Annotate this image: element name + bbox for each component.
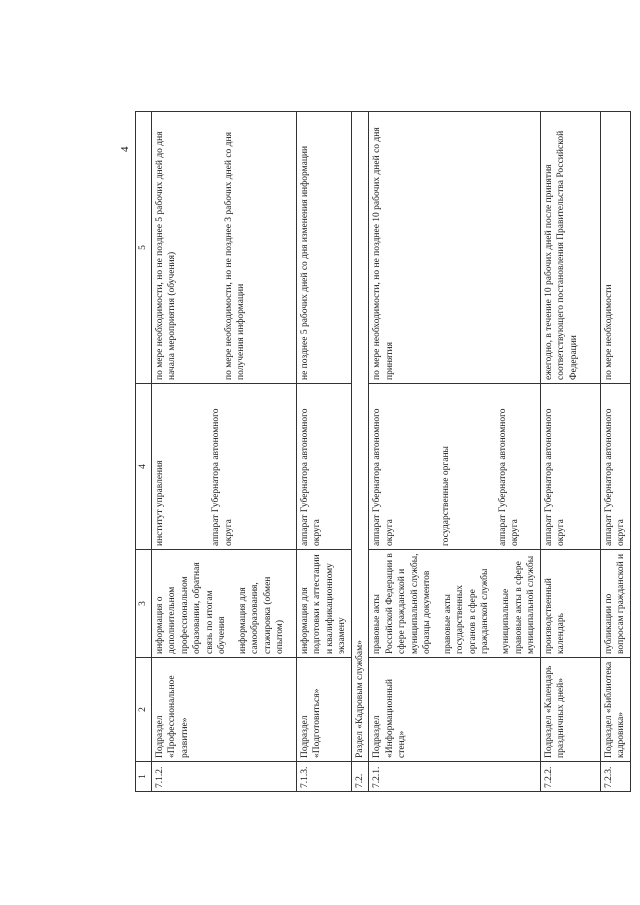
row-term: не позднее 5 рабочих дней со дня изменения информации [296, 112, 351, 384]
row-title: Подраздел «Профессиональное развитие» [151, 658, 296, 762]
info-item: информация о дополнительном профессиональном образовании, обратная связь по итогам обучения [154, 562, 228, 654]
row-responsible [151, 384, 296, 550]
table-row [600, 112, 630, 792]
column-header: 2 [136, 658, 152, 762]
table-row [540, 112, 600, 792]
responsible-item: аппарат Губернатора автономного округа [603, 408, 627, 546]
plan-table [135, 111, 631, 792]
term-item: по мере необходимости, но не позднее 5 рабочих дней до дня начала мероприятия (обучения) [154, 131, 178, 380]
responsible-item: аппарат Губернатора автономного округа [372, 408, 395, 546]
table-header-row [136, 112, 152, 792]
row-info [600, 550, 630, 658]
column-header: 4 [136, 384, 152, 550]
info-item: публикации по вопросам гражданской и [603, 553, 627, 654]
responsible-item: аппарат Губернатора автономного округа [497, 408, 521, 546]
info-item: муниципальные правовые акты в сфере муниципальной службы [500, 555, 537, 654]
row-term: ежегодно, в течение 10 рабочих дней после принятия соответствующего постановления Правительства Российской Федерации [540, 112, 600, 384]
row-responsible: аппарат Губернатора автономного округа [296, 384, 351, 550]
table-row [296, 112, 351, 792]
section-row [351, 112, 369, 792]
row-number: 7.2.2. [540, 762, 600, 792]
table-row [151, 112, 296, 792]
column-header: 5 [136, 112, 152, 384]
row-responsible [600, 384, 630, 550]
row-info [151, 550, 296, 658]
rotated-sheet [115, 112, 627, 792]
column-header: 3 [136, 550, 152, 658]
row-number: 7.1.2. [151, 762, 296, 792]
row-title: Подраздел «Подготовиться» [296, 658, 351, 762]
term-item: по мере необходимости, но не позднее 3 рабочих дней со дня получения информации [223, 132, 247, 380]
row-number: 7.2.1. [369, 762, 540, 792]
row-title: Подраздел «Календарь праздничных дней» [540, 658, 600, 762]
responsible-item: аппарат Губернатора автономного округа [211, 408, 234, 546]
row-responsible [369, 384, 540, 550]
row-term [151, 112, 296, 384]
responsible-item: государственные органы [441, 446, 452, 546]
row-title: Подраздел «Библиотека кадровика» [600, 658, 630, 762]
row-term: по мере необходимости, но не позднее 10 рабочих дней со дня принятия [369, 112, 540, 384]
info-item: правовые акты государственных органов в сфере гражданской службы [442, 568, 491, 654]
row-title: Подраздел «Информационный стенд» [369, 658, 540, 762]
row-info [369, 550, 540, 658]
table-row [369, 112, 540, 792]
section-title: Раздел «Кадровым службам» [351, 112, 369, 762]
row-info: информация для подготовки к аттестации и квалификационному экзамену [296, 550, 351, 658]
row-number: 7.1.3. [296, 762, 351, 792]
section-number: 7.2. [351, 762, 369, 792]
info-item: правовые акты Российской Федерации в сфере гражданской и муниципальной службы, образцы документов [372, 553, 433, 654]
page-number: 4 [119, 146, 131, 152]
row-number: 7.2.3. [600, 762, 630, 792]
row-responsible: аппарат Губернатора автономного округа [540, 384, 600, 550]
column-header: 1 [136, 762, 152, 792]
info-item: информация для самообразования, стажировка (обмен опытом) [237, 576, 286, 654]
row-term: по мере необходимости [600, 112, 630, 384]
responsible-item: институт управления [154, 460, 165, 546]
row-info: производственный календарь [540, 550, 600, 658]
